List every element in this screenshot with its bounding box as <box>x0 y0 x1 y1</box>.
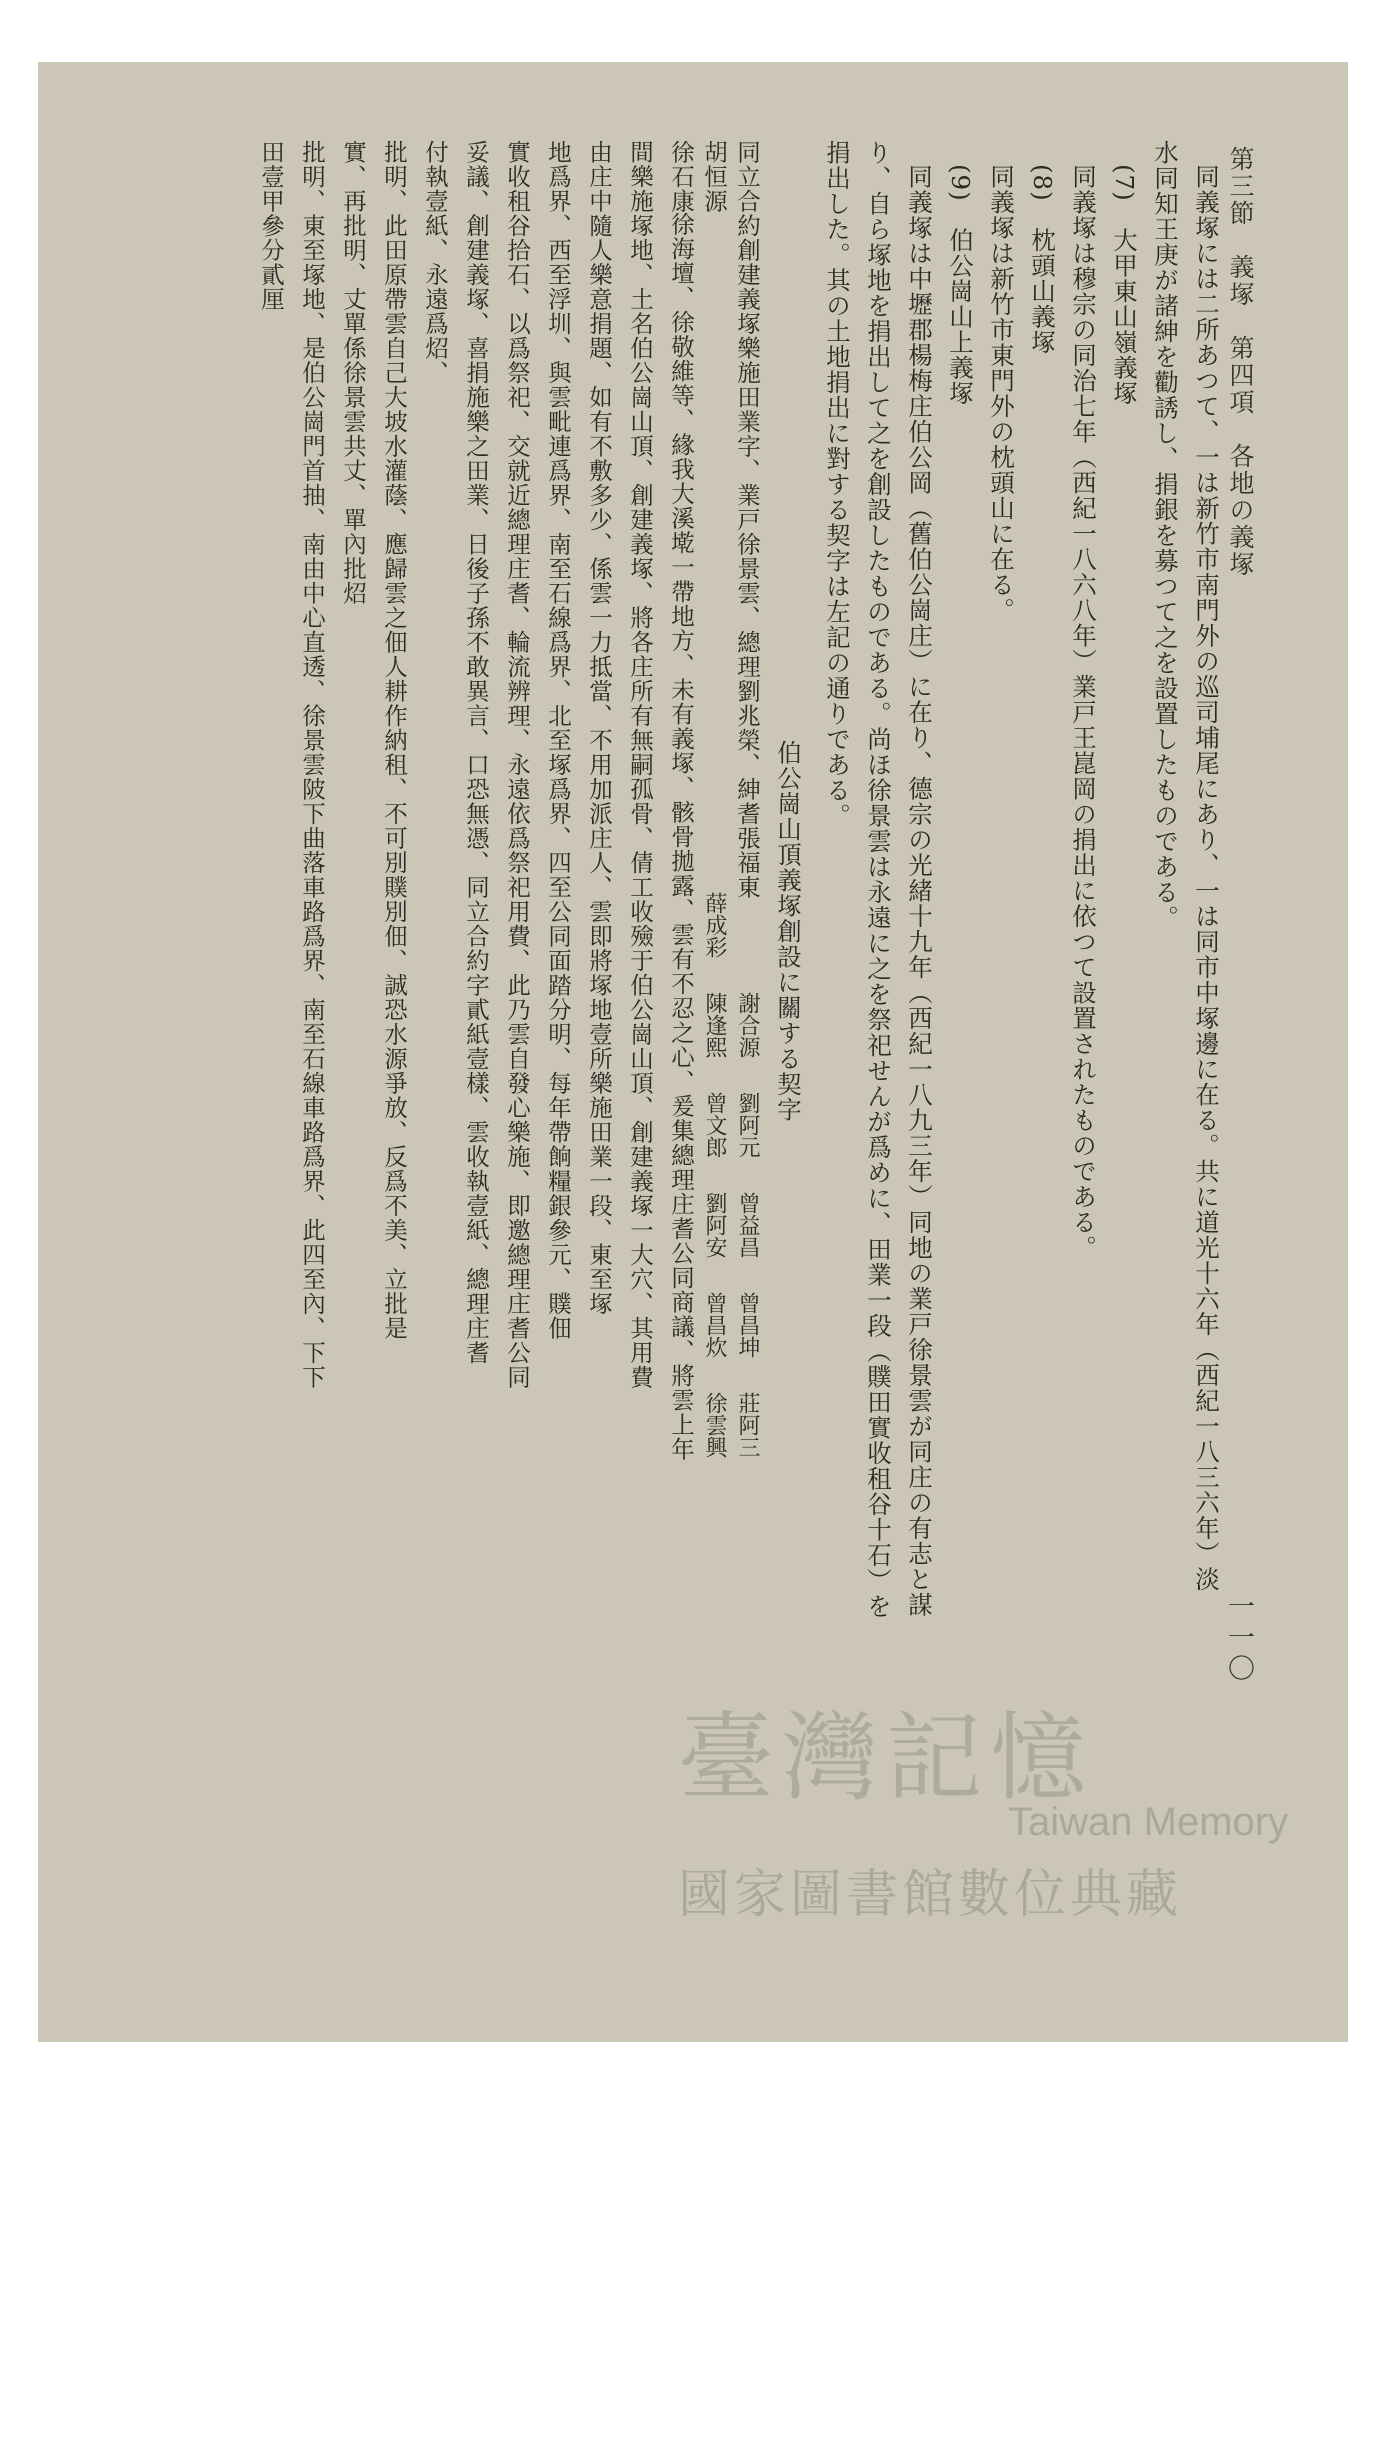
subheading-8: (8) 枕頭山義塚 <box>1028 164 1057 355</box>
signer-name: 曾文郎 <box>702 1092 727 1158</box>
section-header: 第三節 義塚 第四項 各地の義塚 <box>1226 146 1255 578</box>
paragraph-line-3: 同義塚は穆宗の同治七年（西紀一八六八年）業戸王崑岡の捐出に依つて設置されたものである。 <box>1069 164 1098 1261</box>
paragraph-line-5: 同義塚は中壢郡楊梅庄伯公岡（舊伯公崗庄）に在り、德宗の光緒十九年（西紀一八九三年）同地の業戸徐景雲が同庄の有志と謀 <box>905 164 934 1618</box>
deed-body-line-7: 付執壹紙、永遠爲炤、 <box>421 140 449 385</box>
subheading-9: (9) 伯公崗山上義塚 <box>946 164 975 406</box>
watermark-english: Taiwan Memory <box>1008 1800 1289 1844</box>
deed-body-line-5: 實收租谷拾石、以爲祭祀、交就近總理庄耆、輪流辨理、永遠依爲祭祀用費、此乃雲自發心樂施、即邀總理庄耆公同 <box>503 140 531 1390</box>
signer-name: 謝合源 <box>735 992 760 1058</box>
deed-intro-line-3: 徐石康 <box>667 140 695 214</box>
deed-body-line-3: 由庄中隨人樂意捐題、如有不敷多少、係雲一力抵當、不用加派庄人、雲即將塚地壹所樂施田業一段、東至塚 <box>585 140 613 1316</box>
signer-name: 劉阿安 <box>702 1192 727 1258</box>
signer-name: 曾昌炊 <box>702 1292 727 1358</box>
deed-body-line-4: 地爲界、西至浮圳、與雲毗連爲界、南至石線爲界、北至塚爲界、四至公同面踏分明、每年帶餉糧銀參元、贌佃 <box>544 140 572 1341</box>
deed-body-line-8: 批明、此田原帶雲自己大坡水灌蔭、應歸雲之佃人耕作納租、不可別贌別佃、誠恐水源爭放、反爲不美、立批是 <box>380 140 408 1341</box>
signer-name: 莊阿三 <box>735 1392 760 1458</box>
deed-body-line-2: 間樂施塚地、土名伯公崗山頂、創建義塚、將各庄所有無嗣孤骨、倩工收殮于伯公崗山頂、創建義塚一大穴、其用費 <box>626 140 654 1390</box>
signer-name: 徐雲興 <box>702 1392 727 1458</box>
subheading-7: (7) 大甲東山嶺義塚 <box>1110 164 1139 406</box>
deed-title: 伯公崗山頂義塚創設に關する契字 <box>774 740 803 1123</box>
signer-name: 曾益昌 <box>735 1192 760 1258</box>
signer-name: 薛成彩 <box>702 892 727 958</box>
deed-body-line-1: 徐海壇、徐敬維等、緣我大溪墘一帶地方、未有義塚、骸骨拋露、雲有不忍之心、爰集總理庄耆公同商議、將雲上年 <box>667 212 695 1462</box>
watermark <box>678 1682 1338 1932</box>
deed-body-line-11: 田壹甲參分貳厘 <box>257 140 285 312</box>
deed-body-line-6: 妥議、創建義塚、喜捐施樂之田業、日後子孫不敢異言、口恐無憑、同立合約字貳紙壹樣、雲收執壹紙、總理庄耆 <box>462 140 490 1365</box>
paragraph-line-7: 捐出した。其の土地捐出に對する契字は左記の通りである。 <box>823 140 852 829</box>
signer-name: 劉阿元 <box>735 1092 760 1158</box>
watermark-logo-text: 臺灣記憶 <box>678 1702 1094 1814</box>
deed-intro-line-1: 同立合約創建義塚樂施田業字、業戸徐景雲、總理劉兆榮、紳耆張福東 <box>733 140 761 900</box>
paragraph-line-2: 水同知王庚が諸紳を勸誘し、捐銀を募つて之を設置したものである。 <box>1151 140 1180 931</box>
paragraph-line-4: 同義塚は新竹市東門外の枕頭山に在る。 <box>987 164 1016 623</box>
deed-intro-line-2: 胡恒源 <box>700 140 728 214</box>
page-number: 一一〇 <box>1223 1592 1254 1685</box>
watermark-library: 國家圖書館數位典藏 <box>678 1865 1183 1925</box>
deed-body-line-9: 實、再批明、丈單係徐景雲共丈、單內批炤 <box>339 140 367 606</box>
deed-body-line-10: 批明、東至塚地、是伯公崗門首抽、南由中心直透、徐景雲陂下曲落車路爲界、南至石線車路爲界、此四至內、下下 <box>298 140 326 1390</box>
signer-name: 陳逢熙 <box>702 992 727 1058</box>
paragraph-line-6: り、自ら塚地を捐出して之を創設したものである。尚ほ徐景雲は永遠に之を祭祀せんが爲めに、田業一段（贌田實收租谷十石）を <box>864 140 893 1619</box>
book-page <box>38 62 1348 2042</box>
paragraph-line-1: 同義塚には二所あつて、一は新竹市南門外の巡司埔尾にあり、一は同市中塚邊に在る。共に道光十六年（西紀一八三六年）淡 <box>1192 164 1221 1592</box>
signer-name: 曾昌坤 <box>735 1292 760 1358</box>
